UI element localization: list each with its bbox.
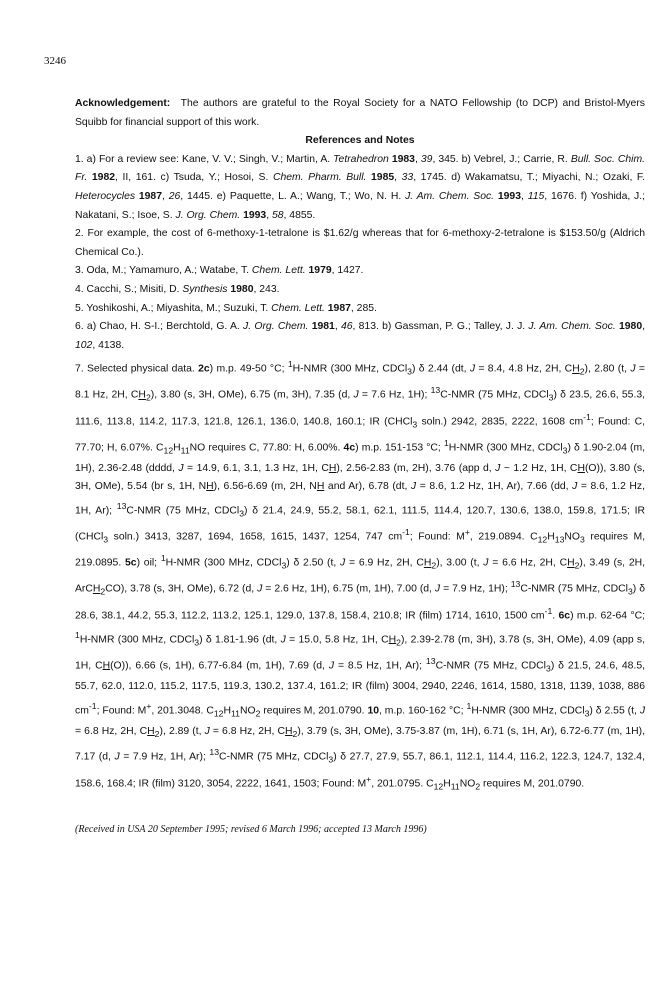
received-dates: (Received in USA 20 September 1995; revised 6 March 1996; accepted 13 March 1996) [75,824,427,835]
acknowledgement-text: The authors are grateful to the Royal Society for a NATO Fellowship (to DCP) and Bristol-Myers Squibb for financial support of this work. [75,98,645,128]
acknowledgement-heading: Acknowledgement: [75,98,171,109]
reference-item: 5. Yoshikoshi, A.; Miyashita, M.; Suzuki, T. Chem. Lett. 1987, 285. [75,302,377,314]
references-heading: References and Notes [305,135,415,147]
article-body [75,95,645,796]
reference-item: 7. Selected physical data. 2c) m.p. 49-50 °C; $^1$H-NMR (300 MHz, CDCl$_3$) δ 2.44 (dt, J = 8.4, 4.8 Hz, 2H, $CH_2$), 2.80 (t, J = 8.1 Hz, 2H, $CH_2$), 3.80 (s, 3H, OMe), 6.75 (m, 3H), 7.35 (d, J = 7.6 Hz, 1H); $^{13}$C-NMR (75 MHz, CDCl$_3$) δ 23.5, 26.6, 55.3, 111.6, 113.8, 114.2, 117.3, 121.8, 126.1, 136.0, 140.8, 160.1; IR (CHCl$_3$ soln.) 2942, 2835, 2222, 1608 $cm^{-1}$; Found: C, 77.70; H, 6.07%. $C_{12}H_{11}NO$ requires C, 77.80: H, 6.00%. 4c) m.p. 151-153 °C; $^1$H-NMR (300 MHz, CDCl$_3$) δ 1.90-2.04 (m, 1H), 2.36-2.48 (dddd, J = 14.9, 6.1, 3.1, 1.3 Hz, 1H, CH), 2.56-2.83 (m, 2H), 3.76 (app d, J ~ 1.2 Hz, 1H, CH(O)), 3.80 (s, 3H, OMe), 5.54 (br s, 1H, NH), 6.56-6.69 (m, 2H, NH and Ar), 6.78 (dt, J = 8.6, 1.2 Hz, 1H, Ar), 7.66 (dd, J = 8.6, 1.2 Hz, 1H, Ar); $^{13}$C-NMR (75 MHz, CDCl$_3$) δ 21.4, 24.9, 55.2, 58.1, 62.1, 111.5, 114.4, 120.7, 130.6, 138.0, 159.8, 171.5; IR (CHCl$_3$ soln.) 3413, 3287, 1694, 1658, 1615, 1437, 1254, 747 $cm^{-1}$; Found: M+, 219.0894. $C_{12}H_{13}NO_3$ requires M, 219.0895. 5c) oil; $^1$H-NMR (300 MHz, CDCl$_3$) δ 2.50 (t, J = 6.9 Hz, 2H, $CH_2$), 3.00 (t, J = 6.6 Hz, 2H, $CH_2$), 3.49 (s, 2H, ArCH$_2$CO), 3.78 (s, 3H, OMe), 6.72 (d, J = 2.6 Hz, 1H), 6.75 (m, 1H), 7.00 (d, J = 7.9 Hz, 1H); $^{13}$C-NMR (75 MHz, CDCl$_3$) δ 28.6, 38.1, 44.2, 55.3, 112.2, 113.2, 125.1, 129.0, 137.8, 158.4, 210.8; IR (film) 1714, 1610, 1500 $cm^{-1}$. 6c) m.p. 62-64 °C; $^1$H-NMR (300 MHz, CDCl$_3$) δ 1.81-1.96 (dt, J = 15.0, 5.8 Hz, 1H, $CH_2$), 2.39-2.78 (m, 3H), 3.78 (s, 3H, OMe), 4.09 (app s, 1H, CH(O)), 6.66 (s, 1H), 6.77-6.84 (m, 1H), 7.69 (d, J = 8.5 Hz, 1H, Ar); $^{13}$C-NMR (75 MHz, CDCl$_3$) δ 21.5, 24.6, 48.5, 55.7, 62.0, 112.0, 115.2, 117.5, 119.3, 130.2, 137.4, 161.2; IR (film) 3004, 2940, 2246, 1614, 1580, 1318, 1139, 1038, 886 $cm^{-1}$; Found: M+, 201.3048. $C_{12}H_{11}NO_2$ requires M, 201.0790. 10, m.p. 160-162 °C; $^1$H-NMR (300 MHz, CDCl$_3$) δ 2.55 (t, J = 6.8 Hz, 2H, $CH_2$), 2.89 (t, J = 6.8 Hz, 2H, $CH_2$), 3.79 (s, 3H, OMe), 3.75-3.87 (m, 1H), 6.71 (s, 1H, Ar), 6.72-6.77 (m, 1H), 7.17 (d, J = 7.9 Hz, 1H, Ar); $^{13}$C-NMR (75 MHz, CDCl$_3$) δ 27.7, 27.9, 55.7, 86.1, 112.1, 114.4, 116.2, 122.3, 124.7, 132.4, 158.6, 168.4; IR (film) 3120, 3054, 2222, 1641, 1503; Found: M+, 201.0795. $C_{12}H_{11}NO_2$ requires M, 201.0790. [75,359,646,792]
reference-item: 6. a) Chao, H. S-I.; Berchtold, G. A. J. Org. Chem. 1981, 46, 813. b) Gassman, P. G.; Talley, J. J. J. Am. Chem. Soc. 1980, 102, 4138. [75,321,645,351]
reference-item: 3. Oda, M.; Yamamuro, A.; Watabe, T. Chem. Lett. 1979, 1427. [75,265,364,277]
reference-item: 1. a) For a review see: Kane, V. V.; Singh, V.; Martin, A. Tetrahedron 1983, 39, 345. b) Vebrel, J.; Carrie, R. Bull. Soc. Chim. Fr. 1982, II, 161. c) Tsuda, Y.; Hosoi, S. Chem. Pharm. Bull. 1985, 33, 1745. d) Wakamatsu, T.; Miyachi, N.; Ozaki, F. Heterocycles 1987, 26, 1445. e) Paquette, L. A.; Wang, T.; Wo, N. H. J. Am. Chem. Soc. 1993, 115, 1676. f) Yoshida, J.; Nakatani, S.; Isoe, S. J. Org. Chem. 1993, 58, 4855. [75,153,646,221]
page-number: 3246 [44,55,66,67]
reference-item: 4. Cacchi, S.; Misiti, D. Synthesis 1980, 243. [75,283,280,295]
acknowledgement-paragraph [75,95,645,132]
references-list [75,151,645,796]
reference-item: 2. For example, the cost of 6-methoxy-1-tetralone is $1.62/g whereas that for 6-methoxy-2-tetralone is $153.50/g (Aldrich Chemical Co.). [75,228,645,258]
